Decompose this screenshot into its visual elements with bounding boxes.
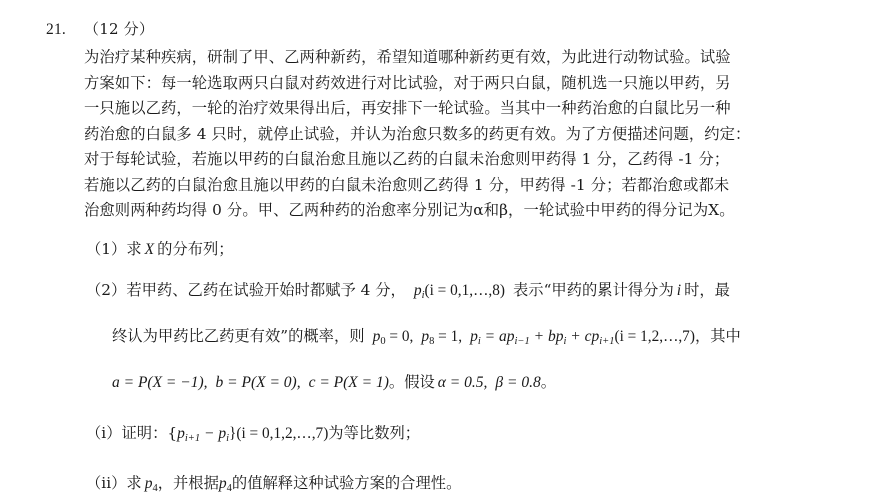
stem-line-2: 方案如下：每一轮选取两只白鼠对药效进行对比试验，对于两只白鼠，随机选一只施以甲药，另 xyxy=(84,73,731,92)
question-number: 21. xyxy=(46,21,66,38)
p4-subscript-2: 4 xyxy=(226,482,232,494)
part-1-variable: X xyxy=(144,240,155,258)
seq-range-close: ,7) xyxy=(311,424,329,442)
part-2-ii-mid: ，并根据 xyxy=(157,473,219,492)
p4-subscript-1: 4 xyxy=(152,482,158,494)
pi-term-1: = ap xyxy=(480,327,515,345)
part-2-label: （2） xyxy=(86,280,127,299)
pi-term-3: + cp xyxy=(566,327,600,345)
part-1-label: （1） xyxy=(86,239,127,258)
part-2-i-label: （i） xyxy=(86,423,122,442)
a-definition: a = P(X = −1), xyxy=(112,373,208,391)
pi-ellipsis: … xyxy=(663,327,679,345)
line3-end: 。 xyxy=(540,372,557,391)
p8-value: = 1, xyxy=(434,327,463,345)
part-2-ii xyxy=(84,471,841,501)
index-range-open: (i = 0,1, xyxy=(424,281,474,299)
p4-symbol-1: p xyxy=(144,474,153,492)
p8-subscript: 8 xyxy=(429,335,435,347)
question-score: （12 分） xyxy=(84,20,155,38)
p8-symbol: p xyxy=(421,327,430,345)
c-definition: c = P(X = 1) xyxy=(308,373,389,391)
part-2-i-post: 为等比数列； xyxy=(328,423,421,442)
stem-line-4: 药治愈的白鼠多 4 只时，就停止试验，并认为治愈只数多的药更有效。为了方便描述问题，约定： xyxy=(84,124,751,143)
ellipsis: … xyxy=(473,281,489,299)
part-1 xyxy=(84,237,841,262)
p-i-plus-1-sub: i+1 xyxy=(184,432,201,444)
b-definition: b = P(X = 0), xyxy=(215,373,301,391)
pi-symbol: p xyxy=(470,327,478,345)
part-2-ii-label: （ii） xyxy=(86,473,127,492)
part-2-ii-post: 的值解释这种试验方案的合理性。 xyxy=(231,473,462,492)
part-1-text-post: 的分布列； xyxy=(157,239,234,258)
i-variable: i xyxy=(676,281,682,299)
stem-line-3: 一只施以乙药，一轮的治疗效果得出后，再安排下一轮试验。当其中一种药治愈的白鼠比另一种 xyxy=(84,99,731,118)
part-2-mid: 表示“甲药的累计得分为 xyxy=(512,280,674,299)
part-1-text-pre: 求 xyxy=(126,239,142,258)
pi-range-open: (i = 1,2, xyxy=(614,327,664,345)
alpha-value: α = 0.5, xyxy=(437,373,488,391)
part-2-line-3 xyxy=(86,362,841,403)
p4-symbol-2: p xyxy=(218,474,227,492)
part-2-pre: 若甲药、乙药在试验开始时都赋予 4 分， xyxy=(126,280,406,299)
p-symbol: p xyxy=(413,281,422,299)
part-2-line-1 xyxy=(86,270,841,316)
assume-text: 。假设 xyxy=(388,372,435,391)
index-range-close: ,8) xyxy=(488,281,505,299)
minus-p-i: − p xyxy=(200,424,227,442)
pi-term-2: + bp xyxy=(529,327,564,345)
part-2-line2-post: ，其中 xyxy=(694,326,741,345)
part-2-i-pre: 证明：{ xyxy=(121,423,178,442)
part-2-i xyxy=(84,421,841,451)
pi-term-2-sub: i xyxy=(563,335,567,347)
part-2 xyxy=(84,270,841,403)
part-2-post: 时，最 xyxy=(684,280,730,299)
pi-term-3-sub: i+1 xyxy=(599,335,615,347)
stem-line-7: 治愈则两种药均得 0 分。甲、乙两种药的治愈率分别记为α和β，一轮试验中甲药的得分记为X。 xyxy=(84,201,735,220)
question-heading xyxy=(46,18,841,41)
seq-range-open: }(i = 0,1,2, xyxy=(229,424,297,442)
part-2-ii-pre: 求 xyxy=(126,473,142,492)
p0-value: = 0, xyxy=(385,327,414,345)
stem-line-1: 为治疗某种疾病，研制了甲、乙两种新药，希望知道哪种新药更有效，为此进行动物试验。试验 xyxy=(84,48,731,67)
p0-symbol: p xyxy=(372,327,381,345)
seq-ellipsis: … xyxy=(296,424,312,442)
stem-line-5: 对于每轮试验，若施以甲药的白鼠治愈且施以乙药的白鼠未治愈则甲药得 1 分，乙药得 -1 分； xyxy=(84,150,730,169)
minus-p-i-sub: i xyxy=(226,432,230,444)
pi-subscript: i xyxy=(477,335,481,347)
part-2-line-2 xyxy=(86,316,841,362)
part-2-line2-pre: 终认为甲药比乙药更有效”的概率，则 xyxy=(112,326,365,345)
stem-line-6: 若施以乙药的白鼠治愈且施以甲药的白鼠未治愈则乙药得 1 分，甲药得 -1 分；若都治愈或都未 xyxy=(84,175,730,194)
beta-value: β = 0.8 xyxy=(495,373,541,391)
p0-subscript: 0 xyxy=(380,335,386,347)
question-stem xyxy=(46,45,841,224)
p-subscript: i xyxy=(421,289,425,301)
p-i-plus-1: p xyxy=(177,424,185,442)
pi-range-close: ,7) xyxy=(678,327,695,345)
pi-term-1-sub: i−1 xyxy=(514,335,530,347)
